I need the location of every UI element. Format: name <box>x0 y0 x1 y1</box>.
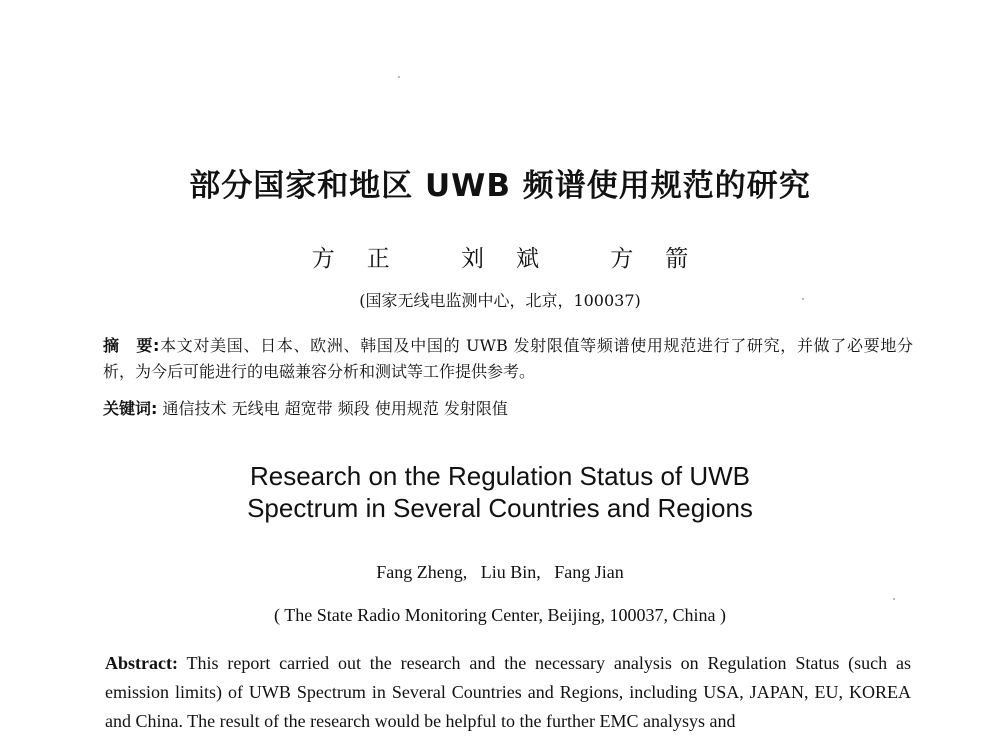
english-title-line-2: Spectrum in Several Countries and Regions <box>247 493 753 523</box>
english-abstract-text: This report carried out the research and the necessary analysis on Regulation Status (such as emission limits) of UWB Spectrum in Several Countries and Regions, including USA, JAPAN, EU, KOREA and China. The result of the research would be helpful to the further EMC analysys and <box>105 653 911 731</box>
english-affiliation: ( The State Radio Monitoring Center, Beijing, 100037, China ) <box>274 605 726 625</box>
english-abstract-label: Abstract: <box>105 653 178 673</box>
scan-speck <box>893 598 895 600</box>
english-title-line-1: Research on the Regulation Status of UWB <box>249 461 751 491</box>
english-abstract <box>105 649 911 736</box>
chinese-keywords-label: 关键词: <box>103 399 158 418</box>
chinese-abstract <box>103 333 913 385</box>
chinese-keywords <box>103 397 913 421</box>
chinese-affiliation: (国家无线电监测中心，北京，100037) <box>359 291 641 310</box>
chinese-authors: 方正 刘斌 方箭 <box>311 246 721 272</box>
chinese-keywords-text: 通信技术 无线电 超宽带 频段 使用规范 发射限值 <box>162 399 508 418</box>
chinese-title: 部分国家和地区 UWB 频谱使用规范的研究 <box>189 168 811 204</box>
chinese-abstract-text: 本文对美国、日本、欧洲、韩国及中国的 UWB 发射限值等频谱使用规范进行了研究，并做了必要地分析，为今后可能进行的电磁兼容分析和测试等工作提供参考。 <box>103 336 913 381</box>
english-authors: Fang Zheng, Liu Bin, Fang Jian <box>376 562 624 582</box>
chinese-abstract-label: 摘 要: <box>103 336 160 355</box>
english-title <box>0 460 1000 524</box>
scan-speck <box>398 76 400 78</box>
